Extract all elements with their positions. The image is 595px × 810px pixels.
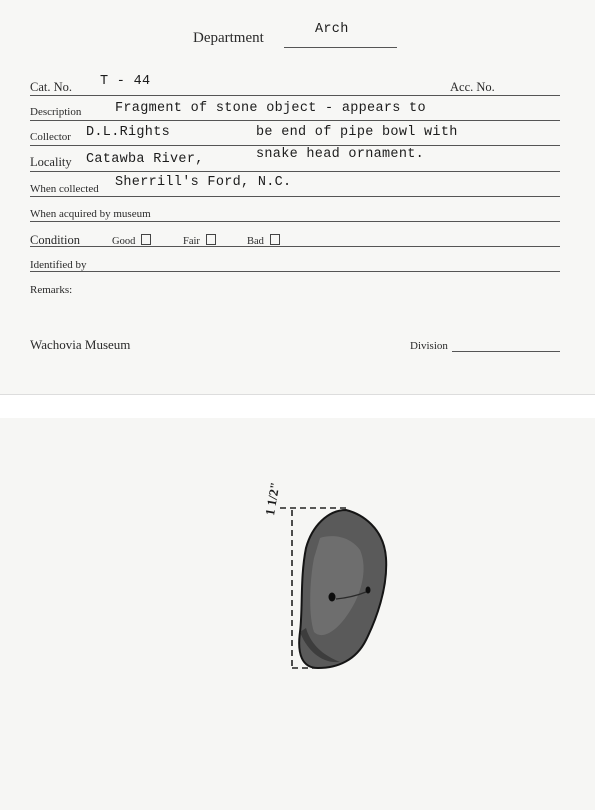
collector-value: D.L.Rights: [86, 125, 171, 140]
dimension-note: 1 1/2": [262, 480, 283, 517]
department-label: Department: [193, 30, 264, 46]
when-collected-value: Sherrill's Ford, N.C.: [115, 175, 292, 190]
acc-no-label: Acc. No.: [450, 80, 495, 94]
snake-eye-right: [366, 587, 371, 594]
museum-name: Wachovia Museum: [30, 337, 131, 352]
cat-no-label: Cat. No.: [30, 80, 73, 94]
when-acquired-label: When acquired by museum: [30, 208, 151, 220]
locality-value: Catawba River,: [86, 152, 204, 167]
snake-eye-left: [329, 593, 336, 602]
condition-fair-checkbox[interactable]: [206, 234, 216, 245]
division-label: Division: [410, 340, 448, 352]
collector-label: Collector: [30, 131, 71, 143]
department-value: Arch: [315, 22, 349, 37]
identified-by-label: Identified by: [30, 259, 87, 271]
when-acquired-line: [30, 221, 560, 222]
remarks-label: Remarks:: [30, 284, 73, 296]
when-collected-line: [30, 196, 560, 197]
description-label: Description: [30, 106, 82, 118]
description-line: [30, 120, 560, 121]
condition-line: [30, 246, 560, 247]
collector-line: [30, 145, 560, 146]
department-underline: [284, 47, 397, 48]
catalog-card-front: [0, 0, 595, 395]
catalog-card-back: [0, 418, 595, 810]
cat-no-value: T - 44: [100, 74, 151, 89]
cat-no-line: [30, 95, 560, 96]
condition-good-checkbox[interactable]: [141, 234, 151, 245]
locality-line: [30, 171, 560, 172]
description-line-3: snake head ornament.: [256, 147, 425, 162]
condition-good-label: Good: [112, 236, 136, 247]
when-collected-label: When collected: [30, 183, 99, 195]
condition-label: Condition: [30, 233, 81, 247]
specimen-drawing: [0, 418, 595, 810]
condition-bad-label: Bad: [247, 236, 264, 247]
locality-label: Locality: [30, 155, 72, 169]
condition-bad-checkbox[interactable]: [270, 234, 280, 245]
description-line-1: Fragment of stone object - appears to: [115, 101, 426, 116]
identified-by-line: [30, 271, 560, 272]
division-line: [452, 351, 560, 352]
condition-fair-label: Fair: [183, 236, 200, 247]
description-line-2: be end of pipe bowl with: [256, 125, 458, 140]
